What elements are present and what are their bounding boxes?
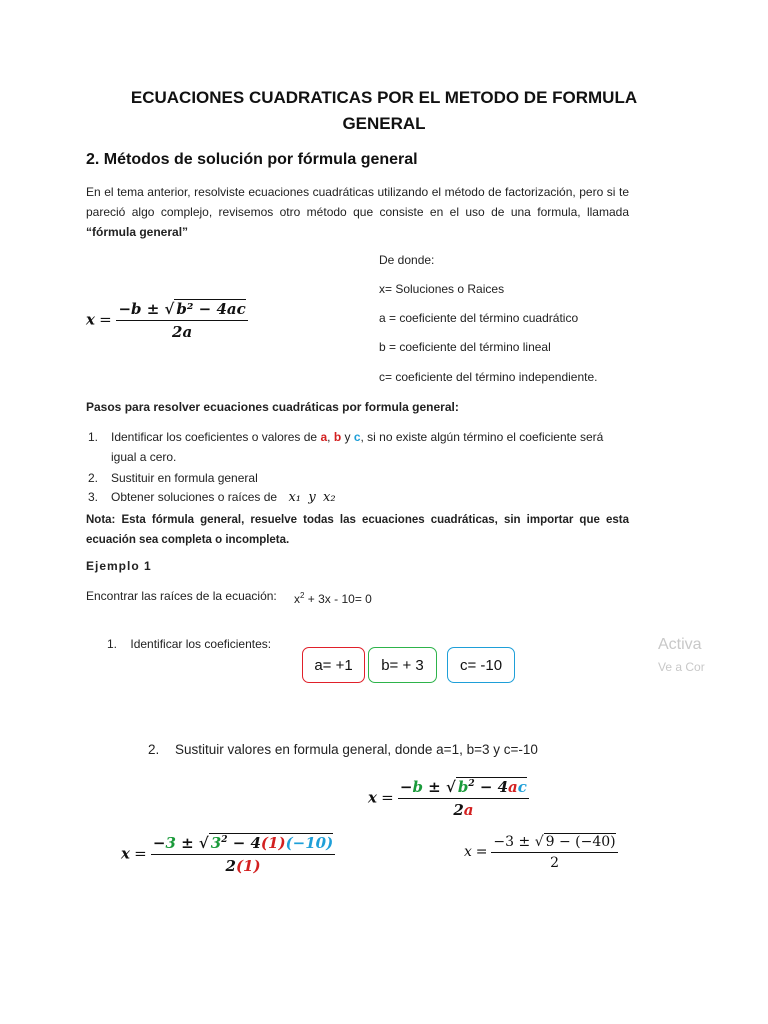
substituted-formula-1 — [121, 834, 335, 875]
cf-den-a: a — [463, 801, 474, 819]
s2-lhs: x — [464, 844, 472, 861]
formula-num-prefix: −b ± √ — [118, 300, 175, 318]
step-number: 2. — [88, 471, 99, 485]
cf-a: a — [508, 778, 518, 796]
definition-x: x= Soluciones o Raices — [379, 282, 505, 296]
definition-c: c= coeficiente del término independiente. — [379, 370, 598, 384]
step3-text: Obtener soluciones o raíces de — [111, 490, 278, 504]
cf-sup: 2 — [468, 779, 475, 789]
x1-symbol: x₁ — [288, 490, 301, 505]
cf-pm: ± √ — [422, 778, 456, 796]
s2-radicand: 9 − (−40) — [545, 834, 616, 850]
step1-text-end: , si no existe algún término el coeficiente será — [360, 430, 604, 444]
s2-den: 2 — [550, 855, 559, 871]
coef-a-label: a — [320, 430, 328, 444]
cf-minus: − — [399, 778, 413, 796]
note-label: Nota: — [86, 514, 116, 526]
equation-exponent: 2 — [300, 591, 305, 600]
s1-den-2: 2 — [225, 857, 236, 875]
colored-formula-eq: = — [381, 788, 394, 807]
example-prompt: Encontrar las raíces de la ecuación: — [86, 589, 277, 603]
general-formula: x = $\frac{\text{−b ± √ b² − 4ac}}{2a}$ — [86, 300, 246, 341]
definitions-header: De donde: — [379, 253, 435, 267]
example-step2-text: Sustituir valores en formula general, donde a=1, b=3 y c=-10 — [175, 742, 538, 757]
note-paragraph — [86, 510, 629, 550]
s1-minus10: (−10) — [285, 834, 334, 852]
s2-fraction — [491, 834, 617, 871]
step1-line2: igual a cero. — [111, 450, 177, 464]
example-equation — [294, 586, 372, 609]
activation-watermark-line2: Ve a Cor — [658, 660, 705, 674]
equation-x: x — [294, 592, 300, 606]
steps-list — [88, 427, 633, 508]
s1-sup: 2 — [221, 835, 228, 845]
colored-formula-lhs: x — [368, 788, 377, 807]
steps-heading: Pasos para resolver ecuaciones cuadráticas por formula general: — [86, 400, 459, 414]
intro-bold: “fórmula general” — [86, 225, 189, 239]
s1-fraction — [151, 834, 335, 875]
step-number: 2. — [148, 742, 160, 757]
page-title-line1: ECUACIONES CUADRATICAS POR EL METODO DE FORMULA — [130, 88, 638, 107]
cf-b2: b — [457, 778, 469, 796]
s1-rad-three: 3 — [210, 834, 222, 852]
page-title-line2: GENERAL — [342, 114, 426, 133]
s1-minus: − — [152, 834, 166, 852]
definition-a: a = coeficiente del término cuadrático — [379, 311, 579, 325]
coef-c-label: c — [353, 430, 361, 444]
list-item — [88, 427, 633, 467]
y-symbol: y — [308, 490, 316, 505]
intro-paragraph — [86, 182, 629, 242]
list-item — [88, 487, 633, 508]
step-number: 3. — [88, 490, 99, 504]
cf-den-2: 2 — [453, 801, 464, 819]
s1-one: (1) — [260, 834, 286, 852]
colored-formula-fraction — [398, 778, 529, 819]
formula-fraction — [116, 300, 247, 341]
formula-den: 2a — [172, 323, 193, 341]
colored-formula — [368, 778, 529, 819]
s2-num-pre: −3 ± √ — [493, 834, 544, 850]
equation-rest: + 3x - 10= 0 — [304, 592, 372, 606]
example-step1 — [107, 634, 271, 654]
example-step1-text: Identificar los coeficientes: — [130, 637, 272, 651]
step1-text: Identificar los coeficientes o valores de — [111, 430, 321, 444]
s1-pm: ± √ — [175, 834, 209, 852]
step1-and: y — [341, 430, 354, 444]
x2-symbol: x₂ — [323, 490, 336, 505]
definition-b: b = coeficiente del término lineal — [379, 340, 551, 354]
activation-watermark-line1: Activa — [658, 636, 702, 653]
s1-lhs: x — [121, 844, 130, 863]
cf-mid: − 4 — [474, 778, 509, 796]
list-item — [88, 468, 633, 488]
section-heading: 2. Métodos de solución por fórmula general — [86, 151, 418, 168]
formula-lhs: x — [86, 310, 95, 329]
coef-a-box: a= +1 — [302, 647, 365, 683]
cf-c: c — [517, 778, 527, 796]
note-text: Esta fórmula general, resuelve todas las ecuaciones cuadráticas, sin importar que esta ecuación sea completa o incompleta. — [86, 514, 629, 546]
coef-b-label: b — [333, 430, 342, 444]
step-number: 1. — [107, 637, 118, 651]
step1-comma: , — [327, 430, 334, 444]
substituted-formula-2 — [464, 834, 618, 871]
step2-text: Sustituir en formula general — [111, 471, 258, 485]
s2-eq: = — [475, 844, 488, 861]
cf-b: b — [412, 778, 423, 796]
example-step2 — [148, 742, 538, 757]
s1-eq: = — [134, 844, 147, 863]
formula-radicand: b² − 4ac — [176, 300, 246, 318]
coef-b-box: b= + 3 — [368, 647, 437, 683]
s1-den-one: (1) — [235, 857, 261, 875]
coef-c-box: c= -10 — [447, 647, 515, 683]
intro-text: En el tema anterior, resolviste ecuaciones cuadráticas utilizando el método de factorización, pero si te pareció algo complejo, revisemos otro método que consiste en el uso de una formula, llamada — [86, 185, 629, 219]
s1-mid: − 4 — [227, 834, 261, 852]
step-number: 1. — [88, 430, 99, 444]
s1-three: 3 — [165, 834, 176, 852]
example-title: Ejemplo 1 — [86, 559, 152, 573]
